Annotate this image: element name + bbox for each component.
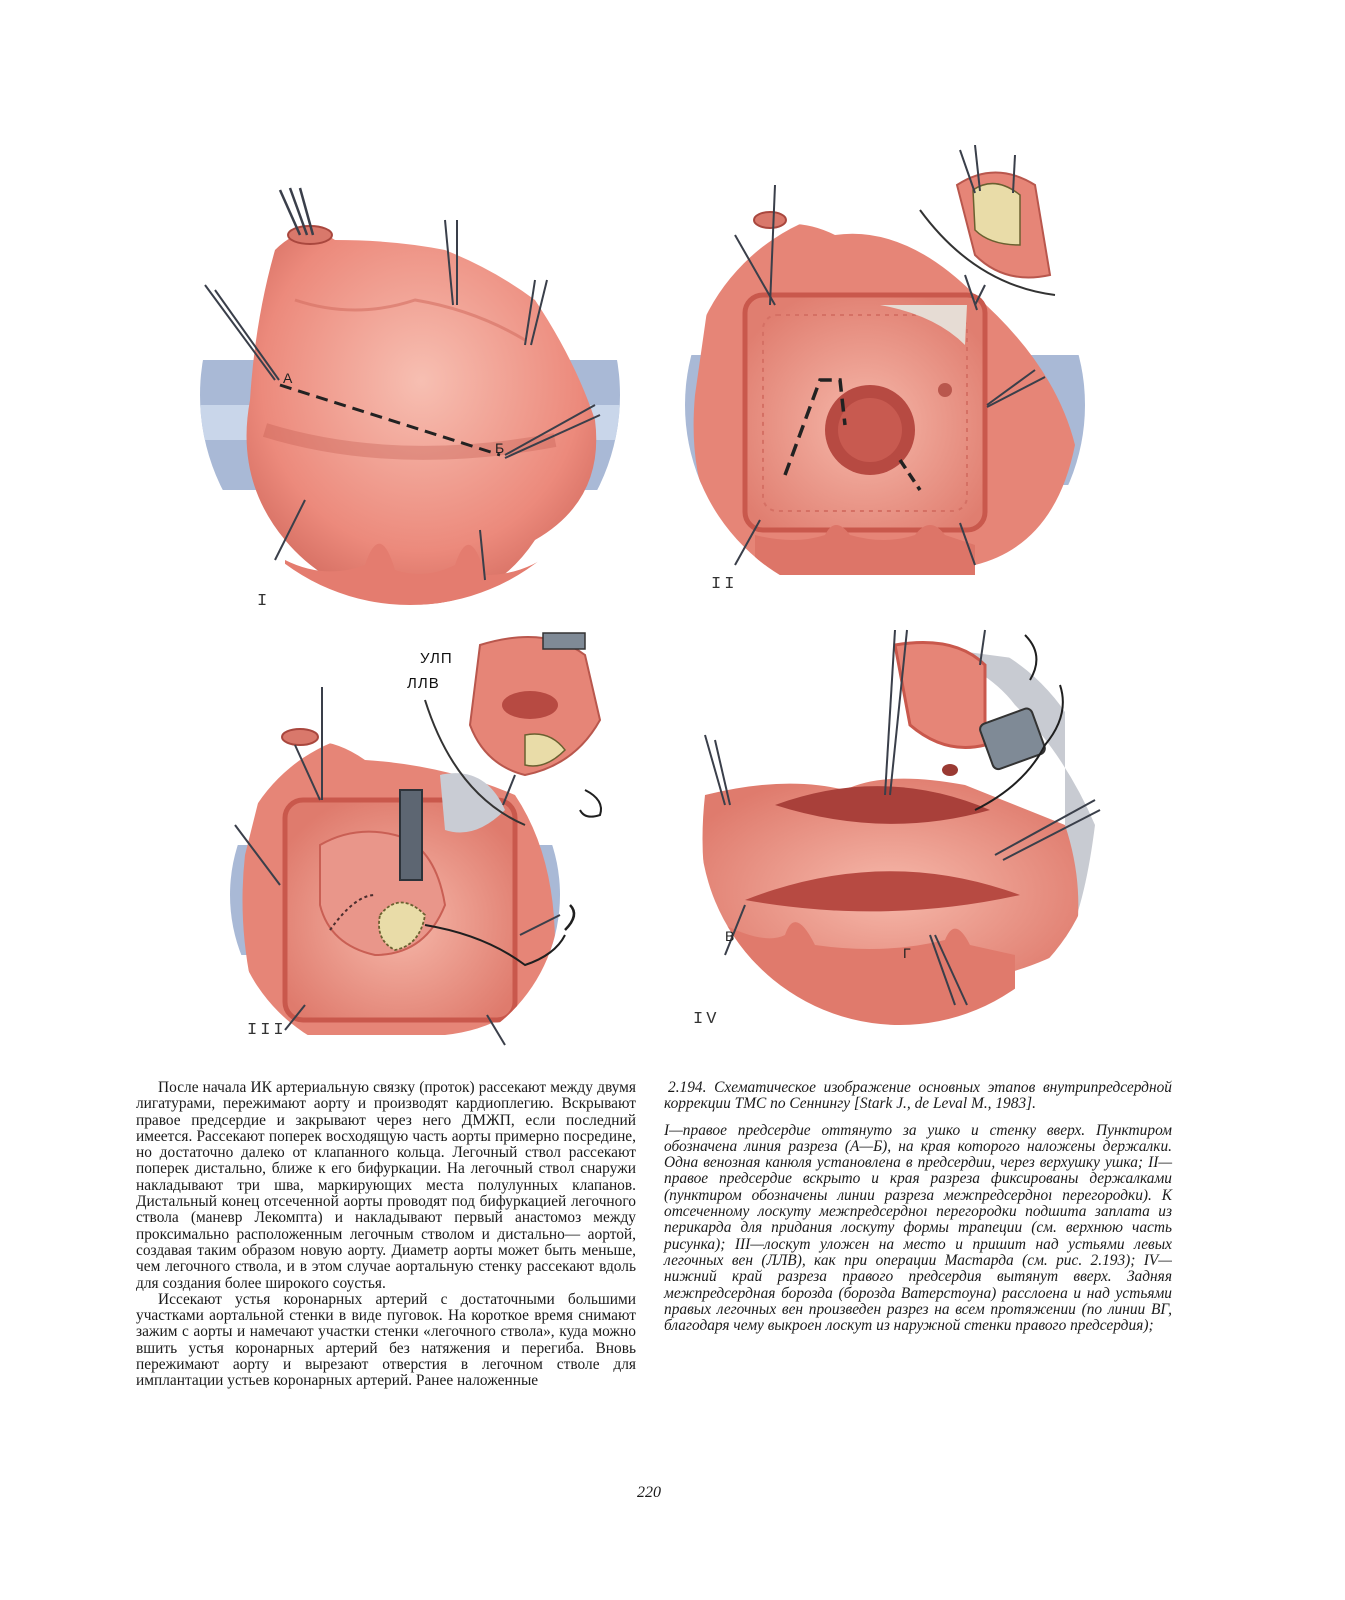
page-number: 220 xyxy=(637,1484,661,1501)
figure-caption xyxy=(664,1080,1172,1334)
body-paragraph-1: После начала ИК артериальную связку (проток) рассекают между двумя лигатурами, пережимают аорту и производят кардиоплегию. Вскрывают правое предсердие и закрывают через него ДМЖП, если последний имеется. Рассекают поперек восходящую часть аорты примерно посредине, но достаточно далеко от клапанного кольца. Легочный ствол рассекают поперек дистально, ближе к его бифуркации. На легочный ствол снаружи накладывают три шва, маркирующих места полулунных клапанов. Дистальный конец отсеченной аорты проводят под бифуркацией легочного ствола (маневр Лекомпта) и накладывают первый анастомоз между проксимально расположенным легочным стволом и дистально— аортой, создавая таким образом новую аорту. Диаметр аорты может быть меньше, чем легочного ствола, и в этом случае аортальную стенку рассекают вдоль для создания более широкого соустья. xyxy=(136,1079,636,1292)
point-V-label: В xyxy=(725,928,735,944)
panel-II xyxy=(675,145,1115,605)
panel-II-label: II xyxy=(711,575,738,594)
body-text-column xyxy=(136,1080,636,1390)
panel-I-label: I xyxy=(257,592,271,611)
panel-I xyxy=(195,180,625,610)
caption-body: I—правое предсердие оттянуто за ушко и стенку вверх. Пунктиром обозначена линия разреза (А—Б), на края которого наложены держалки. Одна венозная канюля установлена в предсердии, через верхушку ушка; II—правое предсердие вскрыто и края разреза фиксированы держалками (пунктиром обозначены линии разреза межпредсердноı перегородки). К отсеченному лоскуту межпредсердноı перегородки подшита заплата из перикарда для придания лоскуту формы трапеции (см. верхнюю часть рисунка); III—лоскут уложен на место и пришит над устьями левых легочных вен (ЛЛВ), как при операции Мастарда (см. рис. 2.193); IV—нижний край разреза правого предсердия вытянут вверх. Задняя межпредсердная борозда (борозда Ватерстоуна) расслоена и над устьями правых легочных вен произведен разрез на всем протяжении (по линии ВГ, благодаря чему выкроен лоскут из наружной стенки правого предсердия); xyxy=(664,1121,1172,1335)
caption-title: 2.194. Схематическое изображение основных этапов внутрипредсердной коррекции ТМС по Сеннингу [Stark J., de Leval M., 1983]. xyxy=(664,1079,1172,1113)
panel-III xyxy=(225,625,625,1055)
panel-I-illustration xyxy=(195,180,625,610)
inset-label-llv: ЛЛВ xyxy=(407,675,440,692)
point-A-label: А xyxy=(283,370,293,386)
panel-II-illustration xyxy=(675,145,1115,605)
panel-IV-label: IV xyxy=(693,1010,720,1029)
point-G-label: Г xyxy=(903,945,911,961)
point-B-label: Б xyxy=(495,440,505,456)
panel-III-label: III xyxy=(247,1021,287,1040)
body-paragraph-2: Иссекают устья коронарных артерий с достаточными большими участками аортальной стенки в виде пуговок. На короткое время снимают зажим с аорты и намечают участки стенки «легочного ствола», куда можно вшить устья коронарных артерий без натяжения и перегиба. Вновь пережимают аорту и вырезают отверстия в легочном стволе для имплантации устьев коронарных артерий. Ранее наложенные xyxy=(136,1290,636,1390)
panel-IV xyxy=(685,625,1105,1035)
retractor xyxy=(400,790,422,880)
inset-label-ulp: УЛП xyxy=(420,650,453,667)
panel-IV-illustration xyxy=(685,625,1105,1035)
